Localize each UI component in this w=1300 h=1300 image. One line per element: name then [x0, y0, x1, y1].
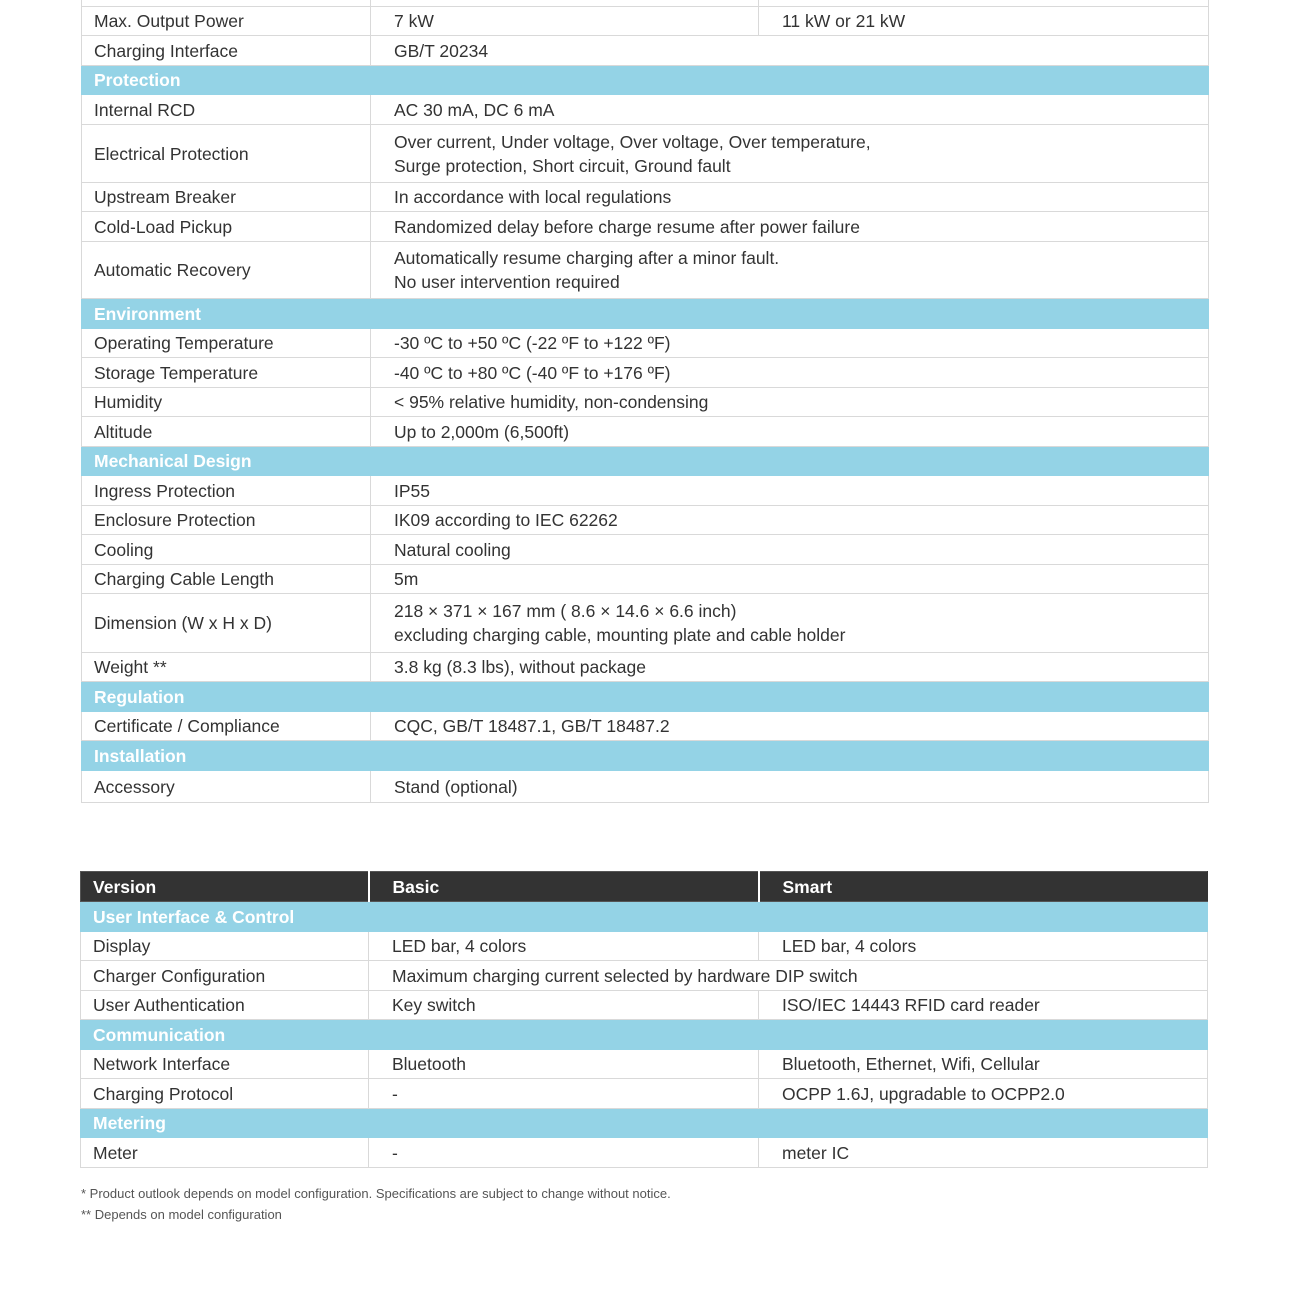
- basic-value: LED bar, 4 colors: [369, 932, 759, 961]
- table-row: [82, 417, 1209, 447]
- table-row: [82, 388, 1209, 417]
- section-title: Communication: [81, 1020, 1208, 1050]
- basic-value: 7 kW: [371, 7, 759, 36]
- footnote: ** Depends on model configuration: [81, 1207, 282, 1222]
- row-value: IK09 according to IEC 62262: [371, 506, 1209, 535]
- table-row: [82, 212, 1209, 242]
- section-title: Installation: [82, 741, 1209, 771]
- basic-value: Key switch: [369, 991, 759, 1020]
- table-row: [82, 653, 1209, 682]
- spec-table: [81, 0, 1209, 803]
- value-line: No user intervention required: [394, 272, 620, 292]
- table-header-row: [81, 872, 1208, 902]
- footnote: * Product outlook depends on model configuration. Specifications are subject to change without notice.: [81, 1186, 671, 1201]
- section-title: Environment: [82, 299, 1209, 329]
- row-value: Natural cooling: [371, 535, 1209, 565]
- table-row: [82, 476, 1209, 506]
- smart-value: ISO/IEC 14443 RFID card reader: [759, 991, 1208, 1020]
- value-line: Over current, Under voltage, Over voltage, Over temperature,: [394, 131, 871, 152]
- footnotes: [81, 1183, 671, 1225]
- table-row: [81, 961, 1208, 991]
- section-title: Protection: [82, 66, 1209, 95]
- table-row: [82, 7, 1209, 36]
- table-row: [82, 358, 1209, 388]
- smart-value: OCPP 1.6J, upgradable to OCPP2.0: [759, 1079, 1208, 1109]
- row-label: Internal RCD: [82, 95, 371, 125]
- table-row: [81, 1138, 1208, 1168]
- smart-value: meter IC: [759, 1138, 1208, 1168]
- value-line: 218 × 371 × 167 mm ( 8.6 × 14.6 × 6.6 inch): [394, 601, 737, 621]
- row-value: IP55: [371, 476, 1209, 506]
- table-row: [82, 125, 1209, 183]
- row-label: Weight **: [82, 653, 371, 682]
- table-row: [82, 535, 1209, 565]
- section-title: Metering: [81, 1109, 1208, 1138]
- row-value: CQC, GB/T 18487.1, GB/T 18487.2: [371, 712, 1209, 741]
- row-value: GB/T 20234: [371, 36, 1209, 66]
- table-row: [81, 991, 1208, 1020]
- section-header: [82, 741, 1209, 771]
- header-basic: Basic: [369, 872, 759, 902]
- row-label: Cold-Load Pickup: [82, 212, 371, 242]
- table-row: [82, 506, 1209, 535]
- table-row: [82, 242, 1209, 299]
- row-value: In accordance with local regulations: [371, 183, 1209, 212]
- row-label: Charging Protocol: [81, 1079, 369, 1109]
- row-label: Max. Output Power: [82, 7, 371, 36]
- row-value: Randomized delay before charge resume after power failure: [371, 212, 1209, 242]
- row-label: Cooling: [82, 535, 371, 565]
- row-label: Upstream Breaker: [82, 183, 371, 212]
- row-value: [371, 125, 1209, 183]
- section-header: [81, 1109, 1208, 1138]
- row-value: 5m: [371, 565, 1209, 594]
- row-label: Charging Interface: [82, 36, 371, 66]
- row-value: -30 ºC to +50 ºC (-22 ºF to +122 ºF): [371, 329, 1209, 358]
- row-label: Operating Temperature: [82, 329, 371, 358]
- row-value: [371, 242, 1209, 299]
- row-label: Automatic Recovery: [82, 242, 371, 299]
- section-header: [81, 902, 1208, 932]
- row-label: Certificate / Compliance: [82, 712, 371, 741]
- row-label: Display: [81, 932, 369, 961]
- row-label: Dimension (W x H x D): [82, 594, 371, 653]
- table-row: [81, 1079, 1208, 1109]
- section-header: [81, 1020, 1208, 1050]
- row-value: 3.8 kg (8.3 lbs), without package: [371, 653, 1209, 682]
- basic-value: Bluetooth: [369, 1050, 759, 1079]
- table-row: [81, 932, 1208, 961]
- row-value: Stand (optional): [371, 771, 1209, 803]
- table-row: [82, 36, 1209, 66]
- smart-value: 11 kW or 21 kW: [759, 7, 1209, 36]
- row-label: User Authentication: [81, 991, 369, 1020]
- table-row: [82, 771, 1209, 803]
- row-value: -40 ºC to +80 ºC (-40 ºF to +176 ºF): [371, 358, 1209, 388]
- row-value: Up to 2,000m (6,500ft): [371, 417, 1209, 447]
- table-row: [82, 95, 1209, 125]
- section-header: [82, 682, 1209, 712]
- row-label: Electrical Protection: [82, 125, 371, 183]
- section-title: Mechanical Design: [82, 447, 1209, 476]
- basic-value: -: [369, 1138, 759, 1168]
- version-table: [80, 871, 1208, 1168]
- row-label: Charger Configuration: [81, 961, 369, 991]
- table-row: [82, 329, 1209, 358]
- row-label: Storage Temperature: [82, 358, 371, 388]
- row-label: Charging Cable Length: [82, 565, 371, 594]
- table-row: [82, 712, 1209, 741]
- smart-value: Bluetooth, Ethernet, Wifi, Cellular: [759, 1050, 1208, 1079]
- row-value: < 95% relative humidity, non-condensing: [371, 388, 1209, 417]
- row-label: Network Interface: [81, 1050, 369, 1079]
- value-line: Surge protection, Short circuit, Ground fault: [394, 155, 731, 176]
- row-value: Maximum charging current selected by hardware DIP switch: [369, 961, 1208, 991]
- row-label: Humidity: [82, 388, 371, 417]
- header-smart: Smart: [759, 872, 1208, 902]
- value-line: excluding charging cable, mounting plate and cable holder: [394, 625, 846, 645]
- section-title: User Interface & Control: [81, 902, 1208, 932]
- section-header: [82, 66, 1209, 95]
- value-line: Automatically resume charging after a minor fault.: [394, 248, 780, 268]
- header-version: Version: [81, 872, 369, 902]
- row-value: AC 30 mA, DC 6 mA: [371, 95, 1209, 125]
- section-title: Regulation: [82, 682, 1209, 712]
- row-label: Enclosure Protection: [82, 506, 371, 535]
- section-header: [82, 447, 1209, 476]
- basic-value: -: [369, 1079, 759, 1109]
- section-header: [82, 299, 1209, 329]
- table-row: [82, 565, 1209, 594]
- row-label: Accessory: [82, 771, 371, 803]
- row-value: [371, 594, 1209, 653]
- table-row: [81, 1050, 1208, 1079]
- table-row: [82, 183, 1209, 212]
- smart-value: LED bar, 4 colors: [759, 932, 1208, 961]
- row-label: Altitude: [82, 417, 371, 447]
- row-label: Ingress Protection: [82, 476, 371, 506]
- table-row: [82, 594, 1209, 653]
- row-label: Meter: [81, 1138, 369, 1168]
